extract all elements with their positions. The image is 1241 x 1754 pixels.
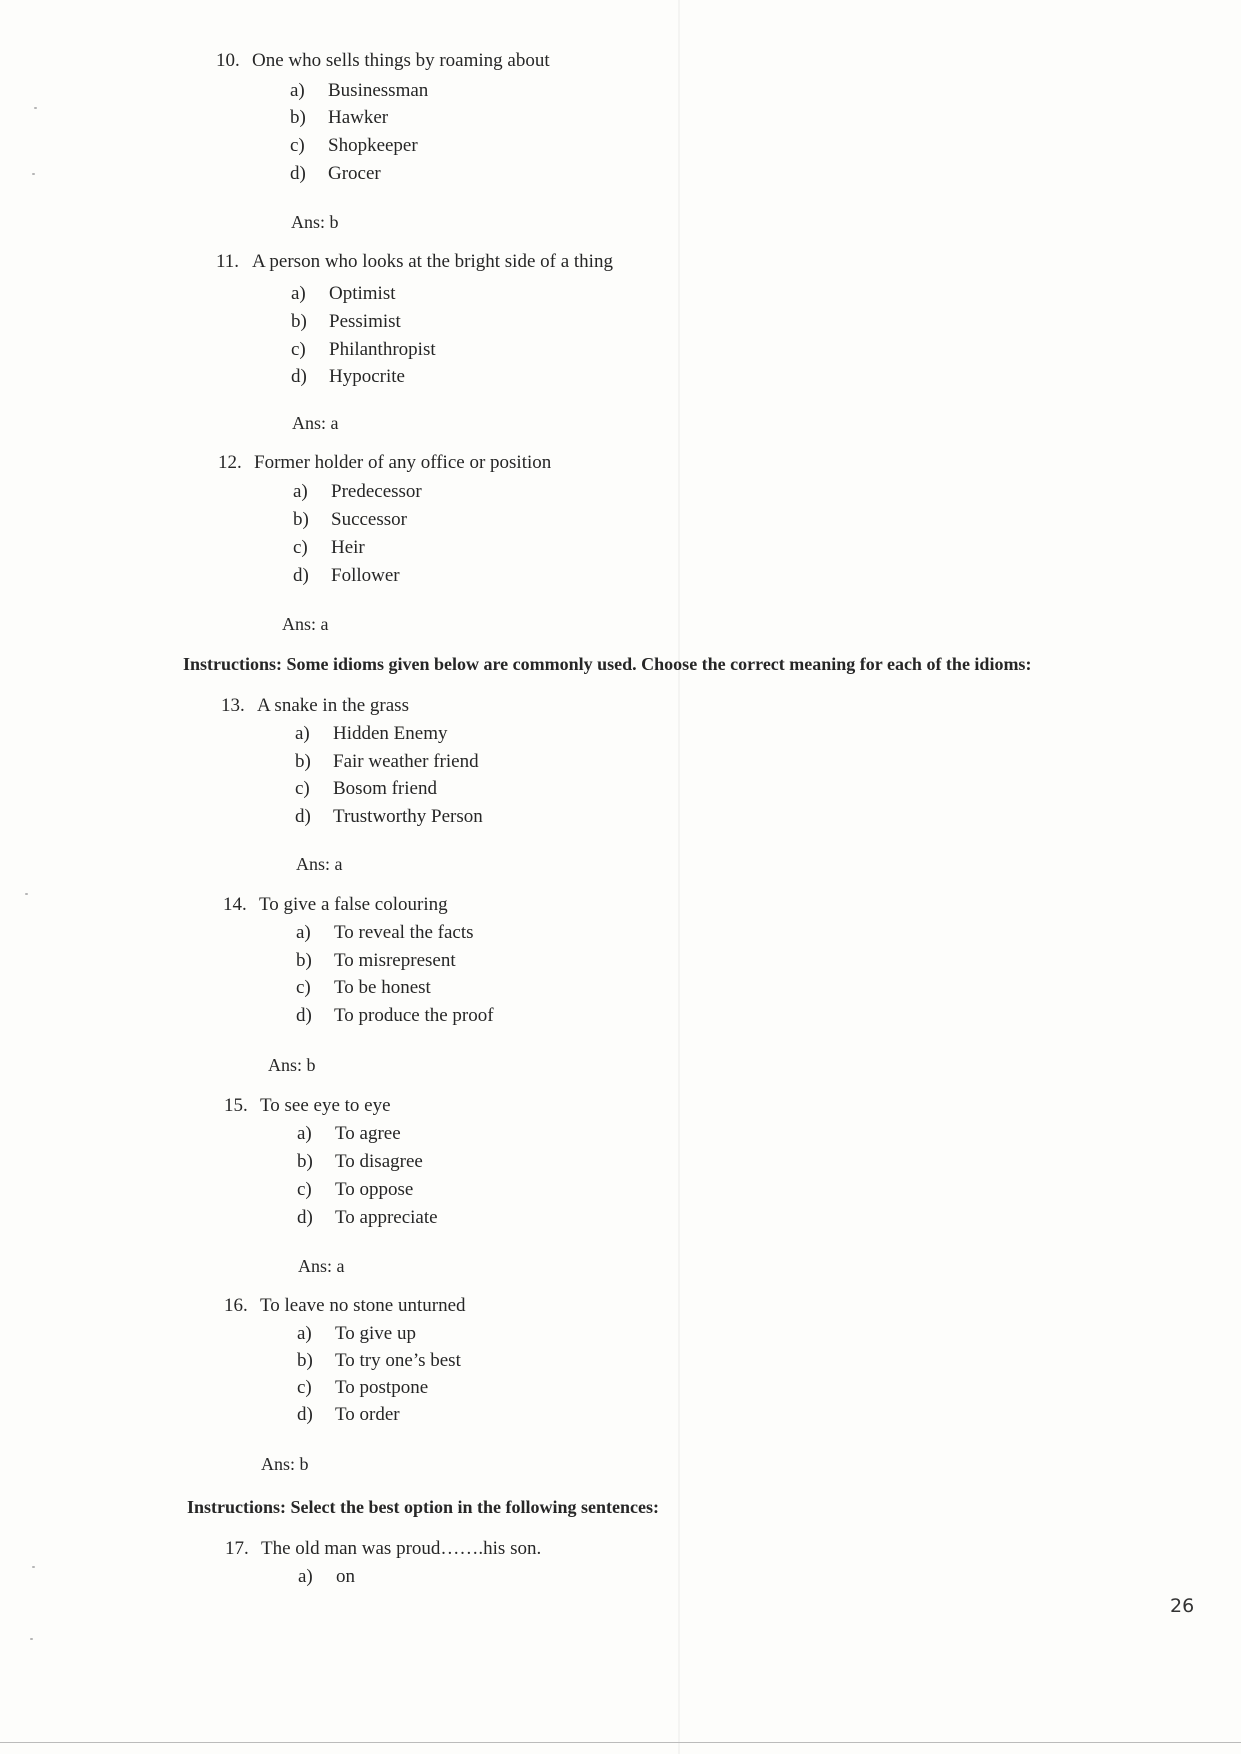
option-17a (298, 1566, 355, 1588)
option-text: Shopkeeper (328, 135, 418, 156)
page-number: 26 (1170, 1595, 1195, 1617)
option-letter: d) (297, 1207, 313, 1228)
instruction-idioms: Instructions: Some idioms given below are commonly used. Choose the correct meaning for each of the idioms: (183, 654, 1032, 674)
option-letter: b) (297, 1350, 313, 1371)
answer-10: Ans: b (291, 212, 339, 232)
option-text: Predecessor (331, 481, 422, 502)
question-10 (216, 50, 550, 72)
option-11a (291, 283, 396, 305)
question-text: One who sells things by roaming about (252, 50, 550, 71)
option-text: To order (335, 1404, 400, 1425)
option-11d (291, 366, 405, 388)
option-text: To produce the proof (334, 1005, 494, 1026)
option-text: Fair weather friend (333, 751, 479, 772)
option-12c (293, 537, 365, 559)
option-16d (297, 1404, 400, 1426)
option-14c (296, 977, 431, 999)
option-letter: a) (297, 1323, 312, 1344)
option-letter: c) (296, 977, 311, 998)
answer-12: Ans: a (282, 614, 329, 634)
bottom-edge-line (0, 1742, 1241, 1743)
option-16b (297, 1350, 461, 1372)
scan-speck (30, 1638, 33, 1640)
option-16a (297, 1323, 416, 1345)
option-10a (290, 80, 428, 102)
answer-14: Ans: b (268, 1055, 316, 1075)
option-letter: a) (297, 1123, 312, 1144)
option-10b (290, 107, 388, 129)
option-text: Grocer (328, 163, 381, 184)
option-letter: a) (293, 481, 308, 502)
option-text: Optimist (329, 283, 396, 304)
scan-speck (34, 107, 37, 109)
answer-16: Ans: b (261, 1454, 309, 1474)
question-15 (224, 1095, 391, 1117)
option-15c (297, 1179, 413, 1201)
option-15a (297, 1123, 401, 1145)
option-letter: c) (291, 339, 306, 360)
option-text: To disagree (335, 1151, 423, 1172)
option-text: To misrepresent (334, 950, 456, 971)
answer-11: Ans: a (292, 413, 339, 433)
option-letter: c) (297, 1179, 312, 1200)
question-14 (223, 894, 448, 916)
option-14a (296, 922, 474, 944)
option-text: on (336, 1566, 355, 1587)
answer-15: Ans: a (298, 1256, 345, 1276)
option-text: To give up (335, 1323, 416, 1344)
option-letter: d) (296, 1005, 312, 1026)
question-number: 12. (218, 452, 242, 473)
option-text: To try one’s best (335, 1350, 461, 1371)
option-letter: b) (290, 107, 306, 128)
option-text: Philanthropist (329, 339, 436, 360)
option-text: Heir (331, 537, 365, 558)
option-letter: a) (298, 1566, 313, 1587)
option-letter: d) (291, 366, 307, 387)
option-13a (295, 723, 448, 745)
question-number: 14. (223, 894, 247, 915)
option-letter: d) (297, 1404, 313, 1425)
option-text: Bosom friend (333, 778, 437, 799)
option-text: Trustworthy Person (333, 806, 483, 827)
option-text: To postpone (335, 1377, 429, 1398)
option-12b (293, 509, 407, 531)
option-13b (295, 751, 479, 773)
option-letter: d) (293, 565, 309, 586)
option-text: Hypocrite (329, 366, 405, 387)
scan-speck (25, 893, 28, 895)
option-letter: b) (295, 751, 311, 772)
option-letter: c) (297, 1377, 312, 1398)
answer-13: Ans: a (296, 854, 343, 874)
scan-speck (32, 173, 35, 175)
option-text: To oppose (335, 1179, 414, 1200)
option-text: To reveal the facts (334, 922, 474, 943)
option-text: To agree (335, 1123, 401, 1144)
option-letter: c) (293, 537, 308, 558)
option-letter: a) (290, 80, 305, 101)
option-letter: c) (295, 778, 310, 799)
option-13d (295, 806, 483, 828)
question-number: 16. (224, 1295, 248, 1316)
option-text: To appreciate (335, 1207, 438, 1228)
option-14b (296, 950, 456, 972)
option-text: Businessman (328, 80, 429, 101)
question-16 (224, 1295, 466, 1317)
question-11 (216, 251, 613, 273)
option-text: Successor (331, 509, 407, 530)
question-17 (225, 1538, 541, 1560)
option-text: Hidden Enemy (333, 723, 448, 744)
option-13c (295, 778, 437, 800)
option-letter: a) (291, 283, 306, 304)
option-15b (297, 1151, 423, 1173)
question-text: Former holder of any office or position (254, 452, 552, 473)
option-10d (290, 163, 381, 185)
page-fold-shadow (678, 0, 680, 1754)
question-text: A person who looks at the bright side of a thing (252, 251, 613, 272)
option-letter: b) (291, 311, 307, 332)
question-12 (218, 452, 551, 474)
option-text: Follower (331, 565, 400, 586)
option-letter: d) (290, 163, 306, 184)
option-11b (291, 311, 401, 333)
question-text: To see eye to eye (260, 1095, 391, 1116)
option-text: Hawker (328, 107, 389, 128)
option-12a (293, 481, 422, 503)
option-16c (297, 1377, 428, 1399)
question-text: A snake in the grass (257, 695, 409, 716)
option-15d (297, 1207, 438, 1229)
option-letter: a) (296, 922, 311, 943)
option-text: Pessimist (329, 311, 401, 332)
option-14d (296, 1005, 494, 1027)
option-letter: d) (295, 806, 311, 827)
option-12d (293, 565, 400, 587)
question-number: 10. (216, 50, 240, 71)
option-letter: c) (290, 135, 305, 156)
option-letter: b) (293, 509, 309, 530)
option-letter: a) (295, 723, 310, 744)
option-10c (290, 135, 418, 157)
question-text: To leave no stone unturned (260, 1295, 466, 1316)
scan-speck (32, 1566, 35, 1568)
question-number: 11. (216, 251, 240, 272)
question-text: To give a false colouring (259, 894, 448, 915)
option-letter: b) (297, 1151, 313, 1172)
question-number: 15. (224, 1095, 248, 1116)
option-11c (291, 339, 436, 361)
instruction-select-option: Instructions: Select the best option in the following sentences: (187, 1497, 659, 1517)
question-number: 17. (225, 1538, 249, 1559)
question-number: 13. (221, 695, 245, 716)
question-13 (221, 695, 409, 717)
option-text: To be honest (334, 977, 431, 998)
question-text: The old man was proud…….his son. (261, 1538, 542, 1559)
option-letter: b) (296, 950, 312, 971)
